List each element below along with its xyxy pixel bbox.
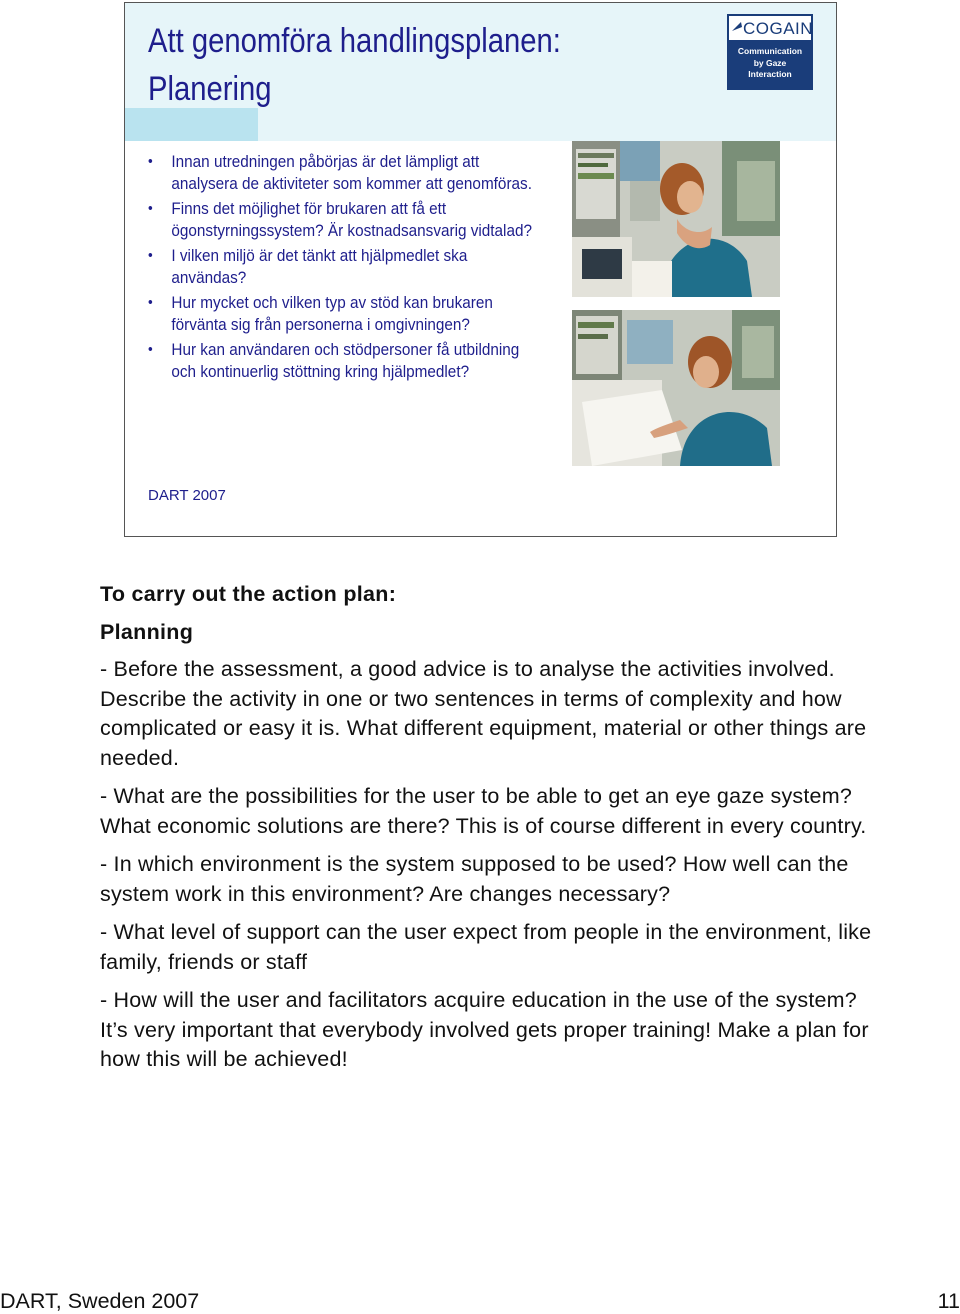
bullet-item [148,198,545,241]
slide-frame [124,2,837,537]
photo-woman-at-computer [572,141,780,297]
photo-woman-writing-image [572,310,780,466]
photo-woman-writing [572,310,780,466]
logo-wordmark-box [727,14,813,42]
slide-divider-accent [125,108,258,141]
bullet-item [148,151,545,194]
notes-paragraph: - Before the assessment, a good advice is to analyse the activities involved. Describe the activity in one or two sentences in terms of complexity and how complicated or easy it is. What different equipment, material or other things are needed. [100,657,867,770]
logo-tagline-line-2: by Gaze [753,57,787,68]
logo-wordmark: COGAIN [743,19,814,38]
photo-woman-at-computer-image [572,141,780,297]
bullet-text: Innan utredningen påbörjas är det lämpligt att analysera de aktiviteter som kommer att genomföras. [171,152,532,193]
bullet-text: Hur kan användaren och stödpersoner få utbildning och kontinuerlig stöttning kring hjälpmedlet? [171,340,520,381]
notes-section [100,578,880,1084]
notes-paragraph: - How will the user and facilitators acquire education in the use of the system? It’s very important that everybody involved gets proper training! Make a plan for how this will be achieved! [100,988,869,1071]
notes-paragraph: - What level of support can the user expect from people in the environment, like family, friends or staff [100,920,872,974]
notes-paragraph: - In which environment is the system supposed to be used? How well can the system work in this environment? Are changes necessary? [100,852,849,906]
bullet-icon: • [148,341,153,358]
page-number: 11 [937,1289,960,1313]
slide-title [148,17,561,113]
notes-title: To carry out the action plan: [100,582,397,606]
cogain-logo [727,14,813,90]
eye-icon [731,21,743,33]
bullet-icon: • [148,247,153,264]
slide-footer: DART 2007 [148,487,226,504]
bullet-icon: • [148,294,153,311]
logo-tagline [727,42,813,90]
bullet-icon: • [148,200,153,217]
bullet-item [148,245,545,288]
bullet-text: I vilken miljö är det tänkt att hjälpmedlet ska användas? [171,246,468,287]
bullet-icon: • [148,153,153,170]
bullet-item [148,339,545,382]
slide-bullet-list [148,151,532,386]
slide-title-line-2: Planering [148,70,272,108]
logo-tagline-line-1: Communication [737,46,803,56]
bullet-item [148,292,545,335]
bullet-text: Hur mycket och vilken typ av stöd kan brukaren förvänta sig från personerna i omgivningen? [171,293,493,334]
notes-paragraph: - What are the possibilities for the user to be able to get an eye gaze system? What economic solutions are there? This is of course different in every country. [100,784,867,838]
slide-title-line-1: Att genomföra handlingsplanen: [148,22,561,60]
logo-tagline-line-3: Interaction [748,69,792,79]
page-footer-label: DART, Sweden 2007 [0,1289,200,1313]
notes-subtitle: Planning [100,620,194,644]
bullet-text: Finns det möjlighet för brukaren att få ett ögonstyrningssystem? Är kostnadsansvarig vidtalad? [171,199,532,240]
